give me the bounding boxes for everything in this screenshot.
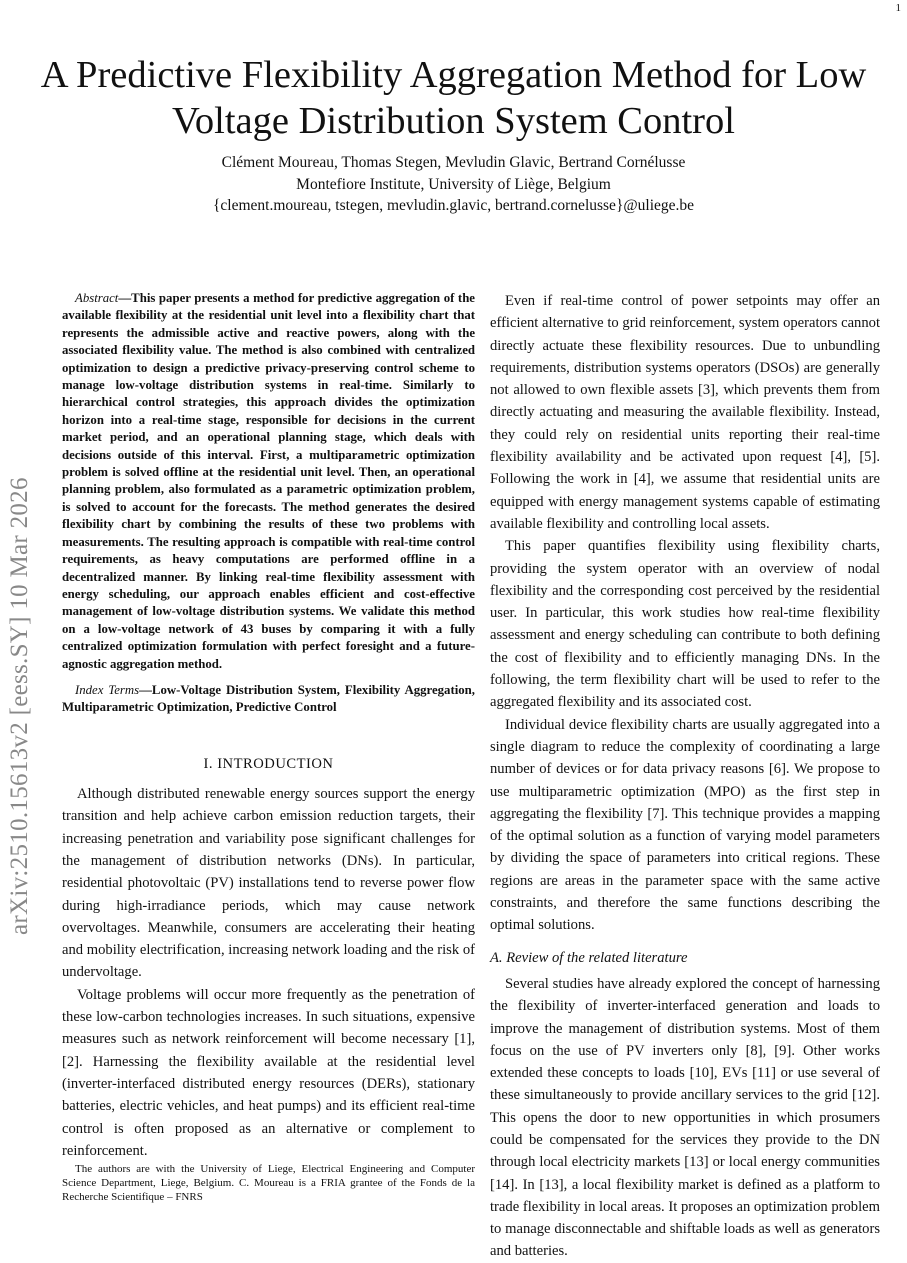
footnote: The authors are with the University of Liege, Electrical Engineering and Computer Science Department, Liege, Belgium. C. Moureau is a FRIA grantee of the Fonds de la Recherche Scientifique – FNRS (62, 1163, 475, 1203)
paragraph: This paper quantifies flexibility using flexibility charts, providing the system operator with an overview of nodal flexibility and the corresponding cost perceived by the residential user. In particular, this work studies how real-time flexibility assessment and energy scheduling can contribute to both defining the cost of flexibility and to efficiently managing DNs. In the following, the term flexibility chart will be used to refer to the aggregated flexibility and its associated cost. (490, 538, 880, 711)
index-terms-label: Index Terms (75, 682, 140, 697)
author-names: Clément Moureau, Thomas Stegen, Mevludin Glavic, Bertrand Cornélusse (221, 154, 686, 171)
left-column (62, 290, 475, 1162)
abstract-label: Abstract (75, 291, 119, 305)
right-column (490, 290, 880, 1263)
abstract-text: —This paper presents a method for predictive aggregation of the available flexibility at the residential unit level into a flexibility chart that represents the admissible active and reactive powers, along with the associated flexibility value. The method is also combined with centralized optimization to design a predictive privacy-preserving control scheme to manage low-voltage distribution systems in real-time. Similarly to hierarchical control strategies, this approach divides the optimization horizon into a real-time stage, responsible for decisions in the current market period, and an operational planning stage, which deals with decisions outside of this interval. First, a multiparametric optimization problem is solved offline at the residential unit level. Then, an operational planning problem, also formulated as a parametric optimization problem, is solved to account for the forecasts. The method generates the desired flexibility chart by combining the results of these two problems with measurements. The resulting approach is compatible with real-time control requirements, as heavy computations are performed offline in a decentralized manner. By linking real-time flexibility assessment with energy scheduling, our approach enables efficient and cost-effective management of low-voltage distribution systems. We validate this method on a low-voltage network of 43 buses by comparing it with a fully centralized optimization formulation with perfect foresight and a future-agnostic aggregation method. (62, 291, 475, 671)
paragraph: Voltage problems will occur more frequently as the penetration of these low-carbon technologies increases. In such situations, expensive measures such as network reinforcement will become necessary [1], [2]. Harnessing the flexibility available at the residential level (inverter-interfaced distributed energy resources (DERs), stationary batteries, electric vehicles, and heat pumps) and its efficient real-time control is often proposed as an alternative or complement to reinforcement. (62, 986, 475, 1159)
affiliation: Montefiore Institute, University of Liège, Belgium (296, 175, 611, 193)
author-emails: {clement.moureau, tstegen, mevludin.glavic, bertrand.cornelusse}@uliege.be (212, 197, 695, 214)
section-heading-introduction: I. INTRODUCTION (203, 755, 334, 772)
paragraph: Although distributed renewable energy sources support the energy transition and help achieve carbon emission reduction targets, their increasing penetration and variability pose significant challenges for the management of distribution networks (DNs). In particular, residential photovoltaic (PV) installations tend to reverse power flow during high-irradiance periods, which may cause network overvoltages. Meanwhile, consumers are accelerating their heating and mobility electrification, increasing network loading and the risk of undervoltage. (62, 786, 475, 981)
author-block (0, 152, 907, 217)
paragraph: Individual device flexibility charts are usually aggregated into a single diagram to reduce the complexity of coordinating a large number of devices or for data privacy reasons [6]. We propose to use multiparametric optimization (MPO) as the first step in aggregating the flexibility [7]. This technique provides a mapping of the optimal solution as a function of varying model parameters by dividing the space of parameters into critical regions. These regions are areas in the parameter space with the same active constraints, and therefore the same functions describing the optimal solutions. (490, 716, 880, 934)
paragraph: Even if real-time control of power setpoints may offer an efficient alternative to grid reinforcement, system operators cannot directly actuate these flexibility resources. Due to unbundling requirements, distribution systems operators (DSOs) are generally not allowed to own flexible assets [3], which prevents them from directly actuating and measuring the available flexibility. Instead, they could rely on residential units reporting their real-time flexibility availability and be activated upon request [4], [5]. Following the work in [4], we assume that residential units are equipped with energy management systems capable of estimating available flexibility and controlling local assets. (490, 293, 880, 532)
page-number: 1 (895, 2, 901, 14)
paper-title: A Predictive Flexibility Aggregation Method for Low Voltage Distribution System Control (40, 54, 867, 142)
arxiv-identifier: arXiv:2510.15613v2 [eess.SY] 10 Mar 2026 (6, 477, 33, 935)
index-terms (62, 682, 475, 717)
subsection-heading-review: A. Review of the related literature (490, 949, 688, 966)
paragraph: Several studies have already explored the concept of harnessing the flexibility of inverter-interfaced generation and loads to improve the management of distribution systems. Most of them focus on the use of PV inverters only [8], [9]. Other works extended these concepts to loads [10], EVs [11] or use several of these simultaneously to provide ancillary services to the grid [12]. This opens the door to new opportunities in which prosumers could be compensated for the services they provide to the DN through local electricity markets [13] or local energy communities [14]. In [13], a local flexibility market is defined as a platform to trade flexibility in local areas. It proposes an optimization problem to manage disconnectable and shiftable loads as well as generators and batteries. (490, 975, 880, 1260)
abstract (62, 290, 475, 673)
index-terms-text: —Low-Voltage Distribution System, Flexibility Aggregation, Multiparametric Optimization, Predictive Control (62, 682, 475, 715)
